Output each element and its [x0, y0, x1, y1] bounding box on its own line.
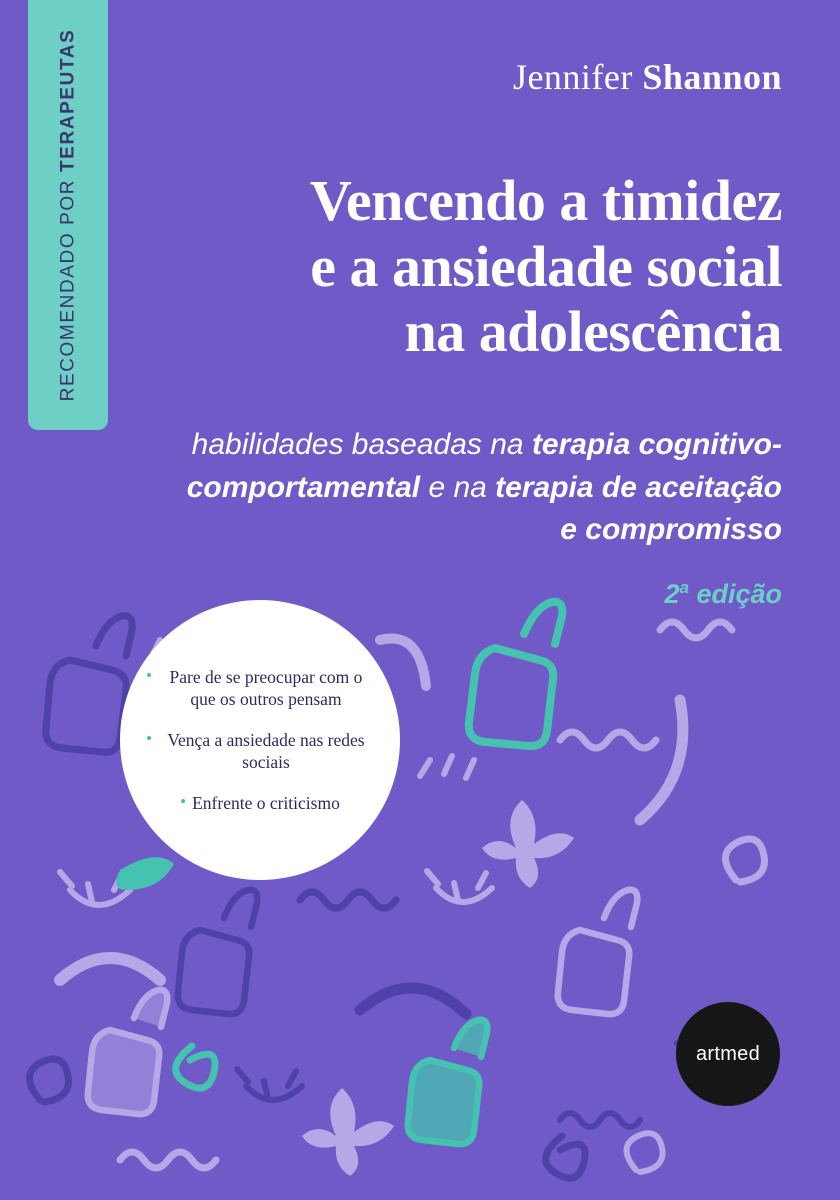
subtitle-bold-1: terapia [531, 428, 631, 461]
title-line-2: e a ansiedade social [310, 233, 782, 299]
title-line-3: na adolescência [404, 299, 782, 365]
publisher-name: artmed [695, 1042, 761, 1065]
author-first-name: Jennifer [512, 57, 633, 97]
list-item [146, 729, 374, 774]
subtitle [162, 424, 782, 552]
list-item-label: Pare de se preocupar com o que os outros pensam [169, 667, 363, 710]
recommendation-band-plain: RECOMENDADO POR [57, 172, 79, 402]
list-item [180, 792, 340, 814]
author-name [513, 56, 782, 98]
list-item [146, 666, 374, 711]
edition-word: edição [688, 579, 782, 609]
edition-number: 2 [664, 579, 680, 609]
recommendation-band-bold: TERAPEUTAS [57, 28, 79, 173]
bullet-dot-icon: • [146, 666, 152, 686]
subtitle-part-2: e na [420, 470, 496, 504]
subtitle-part-1: habilidades baseadas na [191, 428, 532, 461]
highlights-circle [120, 600, 400, 880]
list-item-label: Vença a ansiedade nas redes sociais [167, 729, 365, 773]
subtitle-bold-3: terapia de aceitação e compromisso [495, 470, 782, 547]
subtitle-bold-2: cognitivo-comportamental [186, 428, 782, 504]
page-title [142, 168, 782, 365]
edition-label [664, 578, 782, 610]
author-last-name: Shannon [642, 57, 782, 97]
recommendation-band [28, 0, 108, 430]
bullet-dot-icon: • [146, 728, 152, 748]
title-line-1: Vencendo a timidez [309, 168, 782, 233]
publisher-badge [676, 1002, 780, 1106]
list-item-label: Enfrente o criticismo [192, 792, 340, 813]
bullet-dot-icon: • [180, 791, 187, 811]
recommendation-band-text [57, 29, 79, 402]
edition-ordinal: a [679, 578, 689, 597]
